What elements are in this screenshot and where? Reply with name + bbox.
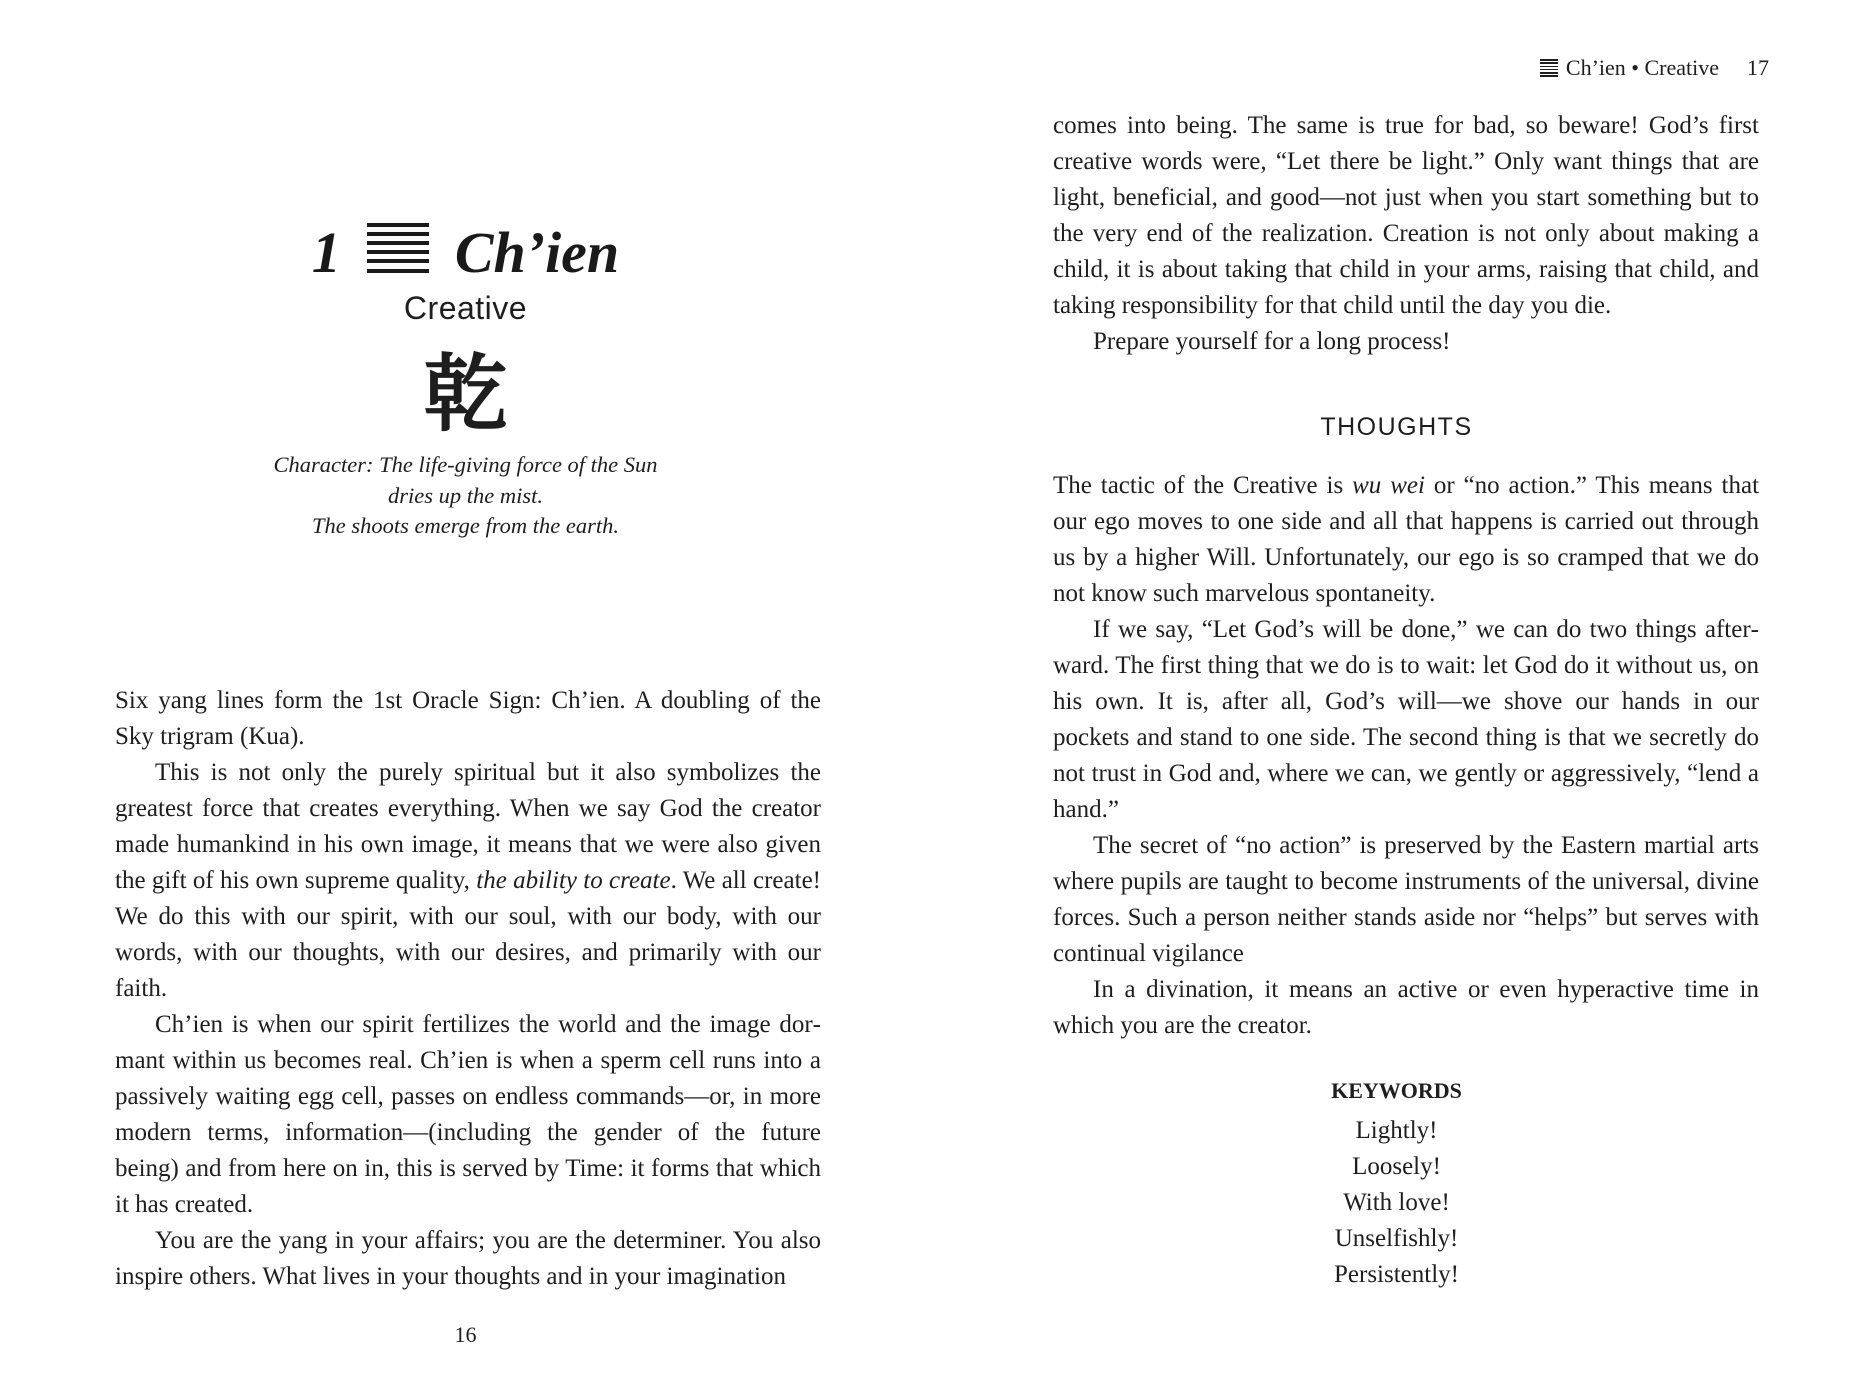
keyword-item: Loosely! <box>1352 1153 1441 1180</box>
keyword-item: Unselfishly! <box>1334 1225 1459 1252</box>
page-number-left: 16 <box>454 1322 477 1347</box>
right-body-text-top <box>1053 108 1759 360</box>
caption-line: Character: The life-giving force of the Sun <box>273 452 658 477</box>
thoughts-body-text <box>1053 468 1759 1044</box>
paragraph: If we say, “Let God’s will be done,” we can do two things afterward. The first thing that we do is to wait: let God do it without us, on his own. It is, after all, God’s will—we shove our hands in our pockets and stand to one side. The second thing is that we secretly do not trust in God and, where we can, we gently or aggressively, “lend a hand.” <box>1053 616 1759 823</box>
left-body-text <box>115 683 821 1295</box>
caption-line: dries up the mist. <box>388 482 543 508</box>
paragraph-text: or “no action.” This means that our ego moves to one side and all that happens is carried out through us by a higher Will. Unfortunately, our ego is so cramped that we do not know such marvelous spontaneity. <box>1053 472 1760 607</box>
keyword-item: Lightly! <box>1355 1117 1438 1144</box>
running-head <box>1540 55 1769 81</box>
keywords-list <box>931 1113 1862 1293</box>
emphasis-text: the ability to create <box>476 867 671 894</box>
chapter-name: Ch’ien <box>454 219 620 285</box>
running-head-text: Ch’ien • Creative <box>1565 55 1719 80</box>
paragraph-text: . We all create! We do this with our spirit, with our soul, with our body, with our words, with our thoughts, with our desires, and primarily with our faith. <box>115 867 821 1002</box>
paragraph: You are the yang in your affairs; you are the determiner. You also inspire others. What lives in your thoughts and in your imagination <box>115 1227 821 1290</box>
keyword-item: Persistently! <box>1334 1261 1459 1288</box>
keyword-item: With love! <box>1343 1189 1450 1216</box>
right-page <box>931 0 1862 1396</box>
paragraph-text: This is not only the purely spiritual but it also symbolizes the greatest force that creates everything. When we say God the creator made humankind in his own image, it means that we were also given the gift of his own supreme quality, <box>115 759 821 894</box>
paragraph: The secret of “no action” is preserved by the Eastern martial arts where pupils are taught to become instruments of the universal, divine forces. Such a person neither stands aside nor “helps” but serves with continual vigilance <box>1053 832 1759 967</box>
chapter-title <box>0 212 931 288</box>
keywords-heading: KEYWORDS <box>1331 1078 1462 1103</box>
section-heading: THOUGHTS <box>1320 413 1473 441</box>
hexagram-ch-ien-icon <box>367 223 429 279</box>
paragraph <box>1053 468 1759 612</box>
hexagram-small-icon <box>1540 59 1558 77</box>
paragraph: comes into being. The same is true for bad, so beware! God’s first creative words were, “Let there be light.” Only want things that are light, beneficial, and good—not just when you start something but to the very end of the realization. Creation is not only about making a child, it is about taking that child in your arms, raising that child, and taking responsibility for that child until the day you die. <box>1053 112 1759 319</box>
chapter-number: 1 <box>311 219 341 285</box>
paragraph: Ch’ien is when our spirit fertilizes the world and the image dormant within us becomes real. Ch’ien is when a sperm cell runs into a passively waiting egg cell, passes on endless commands—or, in more modern terms, information—(including the gender of the future being) and from here on in, this is served by Time: it forms that which it has created. <box>115 1011 821 1218</box>
paragraph <box>115 755 821 1007</box>
caption-line: The shoots emerge from the earth. <box>311 513 620 538</box>
paragraph: In a divination, it means an active or even hyperactive time in which you are the creator. <box>1053 976 1759 1039</box>
emphasis-text: wu wei <box>1352 472 1425 499</box>
character-caption <box>0 450 931 542</box>
page-number-right: 17 <box>1747 55 1769 80</box>
chapter-subtitle: Creative <box>403 290 528 326</box>
paragraph: Six yang lines form the 1st Oracle Sign: Ch’ien. A doubling of the Sky trigram (Kua). <box>115 687 821 750</box>
paragraph-text: The tactic of the Creative is <box>1053 472 1344 499</box>
paragraph: Prepare yourself for a long process! <box>1093 328 1451 355</box>
chinese-character: 乾 <box>423 345 508 443</box>
